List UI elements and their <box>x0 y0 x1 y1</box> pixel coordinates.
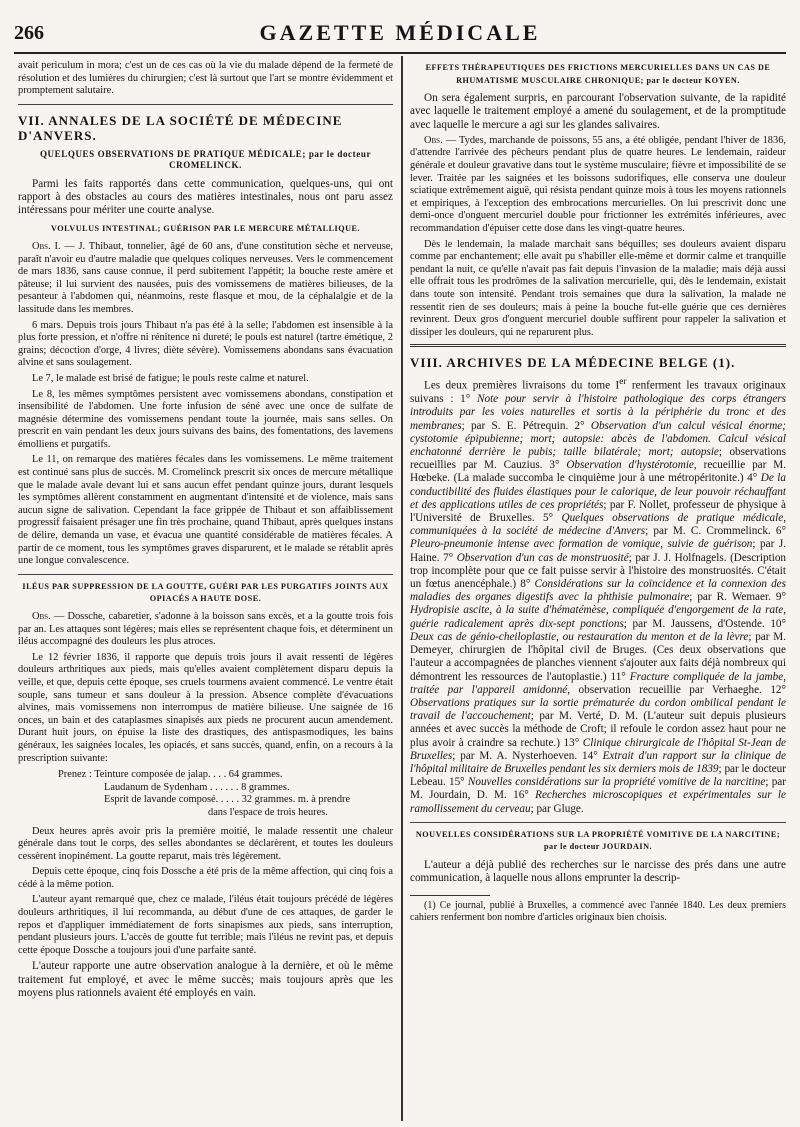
prescription-line-3: Esprit de lavande composé. . . . . 32 grammes. m. à prendre <box>104 794 351 806</box>
archives-text: ; par le docteur Lebeau. 15° <box>410 762 786 789</box>
obs1-p2: 6 mars. Depuis trois jours Thibaut n'a pas été à la selle; l'abdomen est insensible à la plus forte pression, et n'offre ni rénitence ni dureté; le pouls est naturel (tartre émétique, 2 grains; décoction d'orge, 4 livres; diète sévère). Vomissemens abondans sans évacuation alvine et sans soulagement. <box>18 319 393 369</box>
archives-text: ; par J. J. Holfnagels. (Description trop incomplète pour que ce fait puisse servir à l'histoire des monstruosités. C'était un fœtus anencéphale.) 8° <box>410 551 786 591</box>
archives-title-15: Nouvelles considérations sur la propriété vomitive de la narcitine <box>467 776 766 789</box>
prescription-line-1: Teinture composée de jalap. . . . 64 grammes. <box>94 769 283 781</box>
subhead-ileus: ILÉUS PAR SUPPRESSION DE LA GOUTTE, GUÉRI PAR LES PURGATIFS JOINTS AUX OPIACÉS A HAUTE DOSE. <box>22 581 389 604</box>
archives-title-2: Observation d'un calcul vésical énorme; cystotomie épipubienne; mort; autopsie: abcès de l'abdomen. Calcul vésical enchatonné derrière le pubis; taille bilatérale; mort; autopsie <box>410 419 786 459</box>
archives-text: ; observations recueillies par M. Cauzius. 3° <box>410 446 786 472</box>
frictions-intro: On sera également surpris, en parcourant l'observation suivante, de la rapidité avec laquelle le traitement employé a amené du soulagement, et de la promptitude avec laquelle le mercure a agi sur les glandes salivaires. <box>410 92 786 131</box>
right-column <box>410 60 786 1119</box>
subhead-volvulus: VOLVULUS INTESTINAL; GUÉRISON PAR LE MERCURE MÉTALLIQUE. <box>50 224 361 234</box>
archives-title-1: Note pour servir à l'histoire pathologique des corps étrangers introduits par les voies naturelles et sortis à la périphérie du tronc et des membranes <box>410 393 786 432</box>
frictions-obs-lead: Obs. <box>424 134 443 146</box>
archives-text: , recueillie par M. Hœbeke. (La malade succomba le cinquième jour à une métropéritonite.) 4° <box>410 459 786 485</box>
article-title: QUELQUES OBSERVATIONS DE PRATIQUE MÉDICALE; par le docteur CROMELINCK. <box>39 148 372 171</box>
archives-title-11: Fracture compliquée de la jambe, traitée par l'appareil amidonné <box>410 670 786 696</box>
divider <box>18 574 393 575</box>
intro-text: avait periculum in mora; c'est un de ces cas où la vie du malade dépend de la fermeté de résolution et des lumières du chirurgien; c'est là surtout que l'art se montre évidemment et promptement salutaire. <box>18 60 393 97</box>
archives-title-8: Considérations sur la coïncidence et la connexion des maladies des organes digestifs avec la phthisie pulmonaire <box>410 578 786 604</box>
archives-title-10: Deux cas de génio-cheiloplastie, ou restauration du menton et de la lèvre <box>410 630 749 643</box>
obs2-p4: Depuis cette époque, cinq fois Dossche a été pris de la même affection, qui cinq fois a cédé à la même potion. <box>18 866 393 890</box>
archives-title-7: Observation d'un cas de monstruosité <box>456 551 629 564</box>
archives-text: ; par Gluge. <box>530 802 584 815</box>
closing-paragraph: L'auteur rapporte une autre observation analogue à la dernière, et où le même traitement fut employé, et avec le même succès; mais toujours après que les moyens plus rationnels avaient été employés en vain. <box>18 960 393 999</box>
frictions-obs <box>410 135 786 236</box>
page-header <box>14 16 786 50</box>
obs2-text: — Dossche, cabaretier, s'adonne à la boisson sans excès, et a la goutte trois fois par an. Les attaques sont légères; mais elles se représentent chaque fois, et déterminent un iléus accompagné des douleurs les plus atroces. <box>18 611 393 648</box>
archives-text: ; par R. Wemaer. 9° <box>689 591 786 604</box>
subhead-frictions: EFFETS THÉRAPEUTIQUES DES FRICTIONS MERCURIELLES DANS UN CAS DE RHUMATISME MUSCULAIRE CHRONIQUE; par le docteur KOYEN. <box>425 63 771 85</box>
archives-title-16: Recherches microscopiques et expérimentales sur le ramollissement du cerveau <box>410 789 786 815</box>
obs1-paragraph <box>18 241 393 317</box>
frictions-p2: Dès le lendemain, la malade marchait sans béquilles; ses douleurs avaient disparu comme par enchantement; elle avait pu s'habiller elle-même et dormir calme et tranquille pendant la nuit, ce qu'elle n'avait pas fait depuis l'invasion de la maladie; mais déjà aussi elle offrait tous les prodrômes de la salivation mercurielle, qui, dès le lendemain, existait dans toute son intensité. Pendant trois semaines que dura la salivation, la malade ne ressentit rien de ses douleurs; mais à peine la bouche fut-elle guérie que ces dernières revinrent. Deux gros d'onguent mercuriel double suffirent pour rappeler la salivation et dissiper les douleurs, qui ne reparurent plus. <box>410 238 786 338</box>
column-divider <box>401 56 403 1121</box>
divider <box>410 344 786 347</box>
archives-title-14: Extrait d'un rapport sur la clinique de l'hôpital militaire de Bruxelles pendant les six derniers mois de 1839 <box>410 749 786 775</box>
archives-title-12: Observations pratiques sur la sortie prématurée du cordon ombilical pendant le travail de l'accouchement <box>410 696 786 723</box>
footnote: (1) Ce journal, publié à Bruxelles, a commencé avec l'année 1840. Les deux premiers cahiers renferment bon nombre d'articles originaux bien choisis. <box>410 900 786 924</box>
obs2-p2: Le 12 février 1836, il rapporte que depuis trois jours il avait ressenti de légères douleurs arthritiques aux pieds, mais qu'elles avaient complètement disparu depuis la veille, et que, depuis cette époque, ses cruels tourmens avaient commencé. Le ventre était souple, sans tumeur et sans douleur à la pression. Absence complète d'évacuations alvines, mais vomissemens non interrompus de matière bilieuse. Une saignée de 16 onces, un bain et des cataplasmes sinapisés aux pieds ne procurent aucun amendement. Durant huit jours, on épuise la liste des drastiques, des antispasmodiques, les bains généraux, les saignées locales, les opiacés, et sans succès, quand, enfin, on a recours à la prescription suivante: <box>18 651 393 764</box>
archives-text: ; par M. Jourdain, D. M. 16° <box>410 776 786 802</box>
archives-text: ; par M. C. Crommelinck. 6° <box>645 525 786 538</box>
archives-title-3: Observation d'hystérotomie <box>566 459 694 472</box>
journal-title: GAZETTE MÉDICALE <box>259 20 541 45</box>
obs1-p4: Le 8, les mêmes symptômes persistent avec vomissemens abondans, constipation et insensibilité de l'abdomen. Une forte infusion de séné avec une once de sulfate de magnésie détermine des vomissemens pendant toute la journée, mais sans selles. On prescrit en vain pendant les deux jours suivans des bains, des fomentations, des lavemens émolliens et purgatifs. <box>18 388 393 450</box>
obs1-lead: Obs. I. <box>32 240 61 252</box>
obs2-paragraph <box>18 611 393 649</box>
prescription-prenez: Prenez : <box>58 769 92 781</box>
archives-text: , observation recueillie par Verhaeghe. 12° <box>567 683 786 696</box>
obs1-p3: Le 7, le malade est brisé de fatigue; le pouls reste calme et naturel. <box>32 372 309 384</box>
archives-text: ; par J. Haine. 7° <box>410 538 786 564</box>
archives-title-13: Clinique chirurgicale de l'hôpital St-Jean de Bruxelles <box>410 736 786 762</box>
section-vii-title: VII. ANNALES DE LA SOCIÉTÉ DE MÉDECINE D'ANVERS. <box>18 112 343 143</box>
obs1-p5: Le 11, on remarque des matières fécales dans les vomissemens. Le même traitement est continué sans plus de succès. M. Cromelinck prescrit six onces de mercure métallique que le malade avale devant lui et sans aucun effet pendant quinze jours, durant lesquels les symptômes allèrent constamment en augmentant d'intensité et de violence, mais sans aucun signe de salivation. Cependant la face grippée de Thibaut et son affaiblissement progressif faisaient présager une fin très prochaine, quand Thibaut, après quelques instans de délire, demanda un vase, et évacua une quantité considérable de matières fécales. A partir de ce moment, tous les symptômes graves disparurent, et le malade se rétablit après une longue convalescence. <box>18 454 393 567</box>
header-rule <box>14 52 786 54</box>
archives-text: ; par M. Verté, D. M. (L'auteur suit depuis plusieurs années et avec succès la méthode de Croft; il refoule le cordon assez haut pour ne plus avoir à craindre sa rechute.) 13° <box>410 710 786 749</box>
obs2-p5: L'auteur ayant remarqué que, chez ce malade, l'iléus était toujours précédé de légères douleurs arthritiques, il lui recommanda, au début d'une de ces attaques, de garder le repos et d'appliquer immédiatement de forts sinapismes aux pieds, sans interruption, pendant plusieurs jours. L'accès de goutte fut terrible; mais l'iléus ne revint pas, et depuis cette époque Dossche a toujours joui d'une parfaite santé. <box>18 894 393 956</box>
archives-title-4: De la conductibilité des fluides élastiques pour le calorique, de leur pouvoir réchauffant et des applications utiles de ces propriétés <box>410 472 786 511</box>
archives-text: ; par M. Demeyer, chirurgien de l'hôpital civil de Bruges. (Ces deux observations que l'auteur a accompagnées de planches viennent s'ajouter aux faits déjà nombreux qui démontrent les ressources de l'autoplastie.) 11° <box>410 630 786 683</box>
archives-text: ; par S. E. Pétrequin. 2° <box>461 419 591 432</box>
archives-text: ; par M. Jaussens, d'Ostende. 10° <box>623 617 786 630</box>
left-column <box>18 60 393 1119</box>
archives-text: ; par F. Nollet, professeur de physique à l'Université de Bruxelles. 5° <box>410 498 786 525</box>
archives-text: renferment les travaux originaux suivans : 1° <box>410 380 786 406</box>
archives-paragraph <box>410 376 786 815</box>
subhead-narcitine: NOUVELLES CONSIDÉRATIONS SUR LA PROPRIÉTÉ VOMITIVE DE LA NARCITINE; par le docteur JOURDAIN. <box>415 829 781 852</box>
page-number: 266 <box>14 22 44 44</box>
prescription-line-4: dans l'espace de trois heures. <box>208 806 328 818</box>
archives-title-9: Hydropisie ascite, à la suite d'hématémèse, compliquée d'engorgement de la rate, guérie radicalement après dix-sept ponctions <box>410 604 786 630</box>
frictions-obs-text: — Tydes, marchande de poissons, 55 ans, a été obligée, pendant l'hiver de 1836, d'attendre l'arrivée des pêcheurs pendant plus de quatre heures. Le lendemain, raideur générale et douleur gravative dans tout le système musculaire; fièvre et impossibilité de se lever. Traitée par les saignées et les boissons sudorifiques, elle conserva une douleur sciatique extrêmement aiguë, qui résista pendant quinze mois à tous les moyens rationnels et empiriques, à l'exception des embrocations mercurielles. On lui prescrivit donc une demi-once d'onguent mercuriel double pour frictionner les extrémités inférieures, avec recommandation d'épuiser cette dose dans les vingt-quatre heures. <box>410 134 786 234</box>
article-intro: Parmi les faits rapportés dans cette communication, quelques-uns, qui ont rapport à des obstacles au cours des matières intestinales, nous ont paru assez intéressans pour mériter une courte analyse. <box>18 177 393 217</box>
obs2-p3: Deux heures après avoir pris la première moitié, le malade ressentit une chaleur générale dans tout le corps, des selles abondantes se déclarèrent, et toutes les douleurs cessèrent inopinément. La goutte reparut, mais très légèrement. <box>18 825 393 862</box>
footnote-rule <box>410 895 490 896</box>
archives-sup: er <box>619 377 627 388</box>
section-viii-title: VIII. ARCHIVES DE LA MÉDECINE BELGE (1). <box>410 355 736 371</box>
narcitine-paragraph: L'auteur a déjà publié des recherches sur le narcisse des prés dans une autre communication, à laquelle nous allons emprunter la descrip- <box>410 858 786 885</box>
obs2-lead: Obs. <box>32 611 51 623</box>
prescription <box>58 769 393 819</box>
archives-text: ; par M. A. Nysterhoeven. 14° <box>452 749 603 762</box>
archives-title-6: Pleuro-pneumonie intense avec formation de vomique, suivie de guérison <box>410 538 753 551</box>
archives-title-5: Quelques observations de pratique médicale, communiquées à la société de médecine d'Anvers <box>410 512 786 538</box>
divider <box>18 104 393 105</box>
prescription-line-2: Laudanum de Sydenham . . . . . . 8 grammes. <box>104 781 290 793</box>
archives-start: Les deux premières livraisons du tome I <box>424 380 620 393</box>
obs1-text: — J. Thibaut, tonnelier, âgé de 60 ans, d'une constitution sèche et nerveuse, paraît n'avoir eu d'autre maladie que quelques coliques nerveuses. Vers le commencement de mars 1836, sans cause connue, il perd subitement l'appétit; la bouche reste amère et pâteuse; il lui survient des nausées, puis des vomissemens de matières bilieuses, de la pesanteur à l'abdomen qui, néanmoins, reste flasque et mou, de la céphalalgie et de la lassitude dans les membres. <box>18 240 393 315</box>
divider <box>410 822 786 823</box>
